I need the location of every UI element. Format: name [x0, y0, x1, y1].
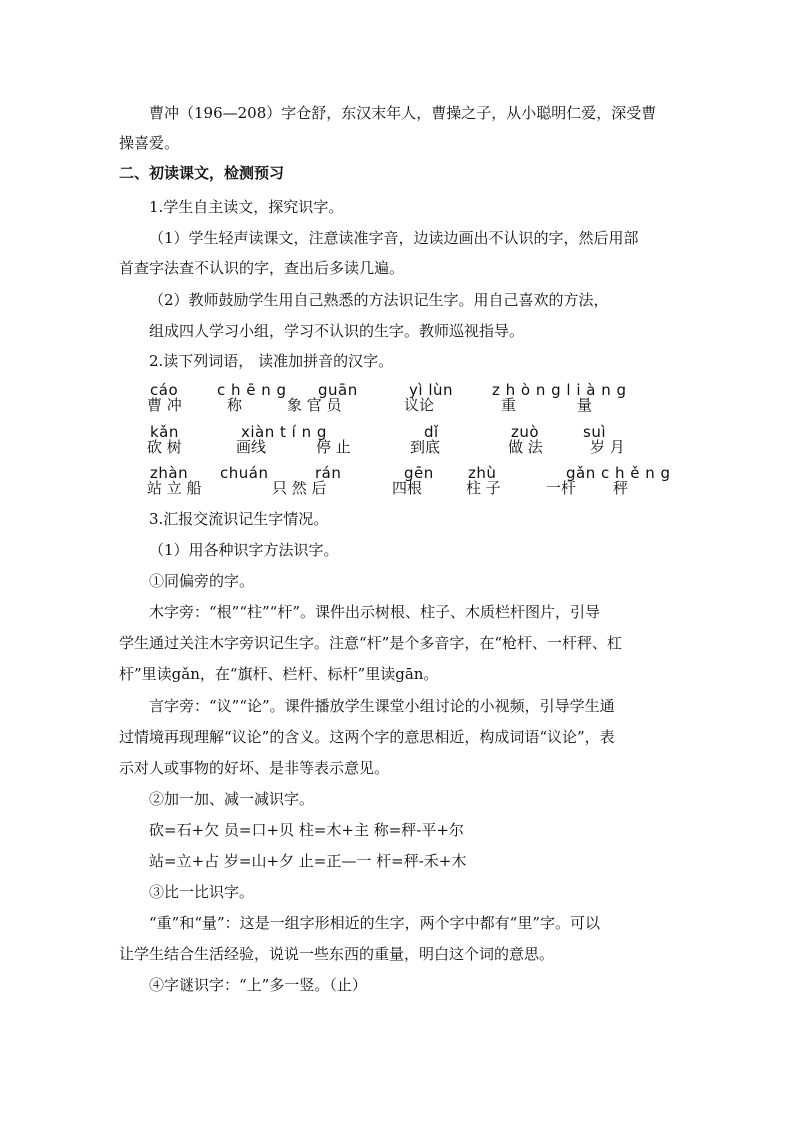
riddle-line: ④字谜识字：“上”多一竖。（止）	[149, 976, 367, 994]
yan-line-1: 言字旁：“议”“论”。课件播放学生课堂小组讨论的小视频，引导学生通	[149, 697, 615, 715]
hanzi-word: 停 止	[316, 438, 351, 456]
pinyin-label: gǎn c h ě n g	[566, 464, 671, 482]
pinyin-label: guān	[318, 381, 358, 399]
formula-line-1: 砍=石+欠 员=口+贝 柱=木+主 称=秤-平+尔	[149, 821, 464, 839]
hanzi-word: 做 法	[508, 438, 543, 456]
pinyin-label: chuán	[220, 464, 269, 482]
yan-line-3: 示对人或事物的好坏、是非等表示意见。	[119, 759, 390, 777]
hanzi-word: 象 官 员	[287, 396, 342, 414]
pinyin-label: rán	[315, 464, 342, 482]
hanzi-word: 到底	[410, 438, 441, 456]
hanzi-word: 秤	[613, 479, 629, 497]
compare-line-2: 让学生结合生活经验，说说一些东西的重量，明白这个词的意思。	[119, 945, 555, 963]
step1-b-line-1: （2）教师鼓励学生用自己熟悉的方法识记生字。用自己喜欢的方法，	[149, 291, 609, 309]
hanzi-word: 议论	[404, 396, 435, 414]
section-heading: 二、初读课文，检测预习	[119, 164, 285, 182]
step2-title: 2.读下列词语， 读准加拼音的汉字。	[149, 352, 394, 370]
p1-title: ①同偏旁的字。	[149, 572, 255, 590]
hanzi-word: 曹 冲	[147, 396, 182, 414]
compare-line-1: “重”和“量”：这是一组字形相近的生字，两个字中都有“里”字。可以	[149, 914, 601, 932]
pinyin-label: yì lùn	[409, 381, 453, 399]
mu-line-3: 杆”里读gǎn，在“旗杆、栏杆、标杆”里读gān。	[119, 665, 439, 683]
step1-a-line-1: （1）学生轻声读课文，注意读准字音，边读边画出不认识的字，然后用部	[149, 229, 639, 247]
step1-b-line-2: 组成四人学习小组，学习不认识的生字。教师巡视指导。	[149, 322, 525, 340]
pinyin-label: xiàn t í n g	[241, 423, 327, 441]
hanzi-word: 量	[577, 396, 593, 414]
step1-title: 1.学生自主读文，探究识字。	[149, 198, 344, 216]
mu-line-1: 木字旁：“根”“柱”“杆”。课件出示树根、柱子、木质栏杆图片，引导	[149, 603, 601, 621]
hanzi-word: 柱 子	[466, 479, 501, 497]
hanzi-word: 称	[227, 396, 243, 414]
pinyin-label: zhù	[468, 464, 497, 482]
yan-line-2: 过情境再现理解“议论”的含义。这两个字的意思相近，构成词语“议论”，表	[119, 728, 615, 746]
step1-a-line-2: 首查字法查不认识的字，查出后多读几遍。	[119, 259, 405, 277]
mu-line-2: 学生通过关注木字旁识记生字。注意“杆”是个多音字，在“枪杆、一杆秤、杠	[119, 634, 623, 652]
hanzi-word: 砍 树	[147, 438, 182, 456]
hanzi-word: 重	[501, 396, 517, 414]
pinyin-label: zuò	[511, 423, 540, 441]
intro-line-2: 操喜爱。	[119, 134, 180, 152]
p2-title: ②加一加、减一减识字。	[149, 790, 315, 808]
intro-line-1: 曹冲（196—208）字仓舒，东汉末年人，曹操之子，从小聪明仁爱，深受曹	[149, 104, 657, 122]
pinyin-label: suì	[583, 423, 606, 441]
pinyin-label: kǎn	[150, 423, 179, 441]
pinyin-label: gēn	[404, 464, 434, 482]
sub1-title: （1）用各种识字方法识字。	[149, 541, 339, 559]
hanzi-word: 只 然 后	[272, 479, 327, 497]
hanzi-word: 一杆	[546, 479, 577, 497]
pinyin-label: c h ē n g	[217, 381, 287, 399]
pinyin-label: z h ò n g l i à n g	[492, 381, 627, 399]
hanzi-word: 四根	[392, 479, 423, 497]
hanzi-word: 画线	[236, 438, 267, 456]
pinyin-label: dǐ	[424, 423, 439, 441]
formula-line-2: 站=立+占 岁=山+夕 止=正—一 杆=秤-禾+木	[149, 852, 467, 870]
pinyin-label: zhàn	[150, 464, 189, 482]
pinyin-label: cáo	[150, 381, 179, 399]
hanzi-word: 站 立 船	[147, 479, 202, 497]
step3-title: 3.汇报交流识记生字情况。	[149, 510, 329, 528]
p3-title: ③比一比识字。	[149, 883, 255, 901]
hanzi-word: 岁 月	[590, 438, 625, 456]
